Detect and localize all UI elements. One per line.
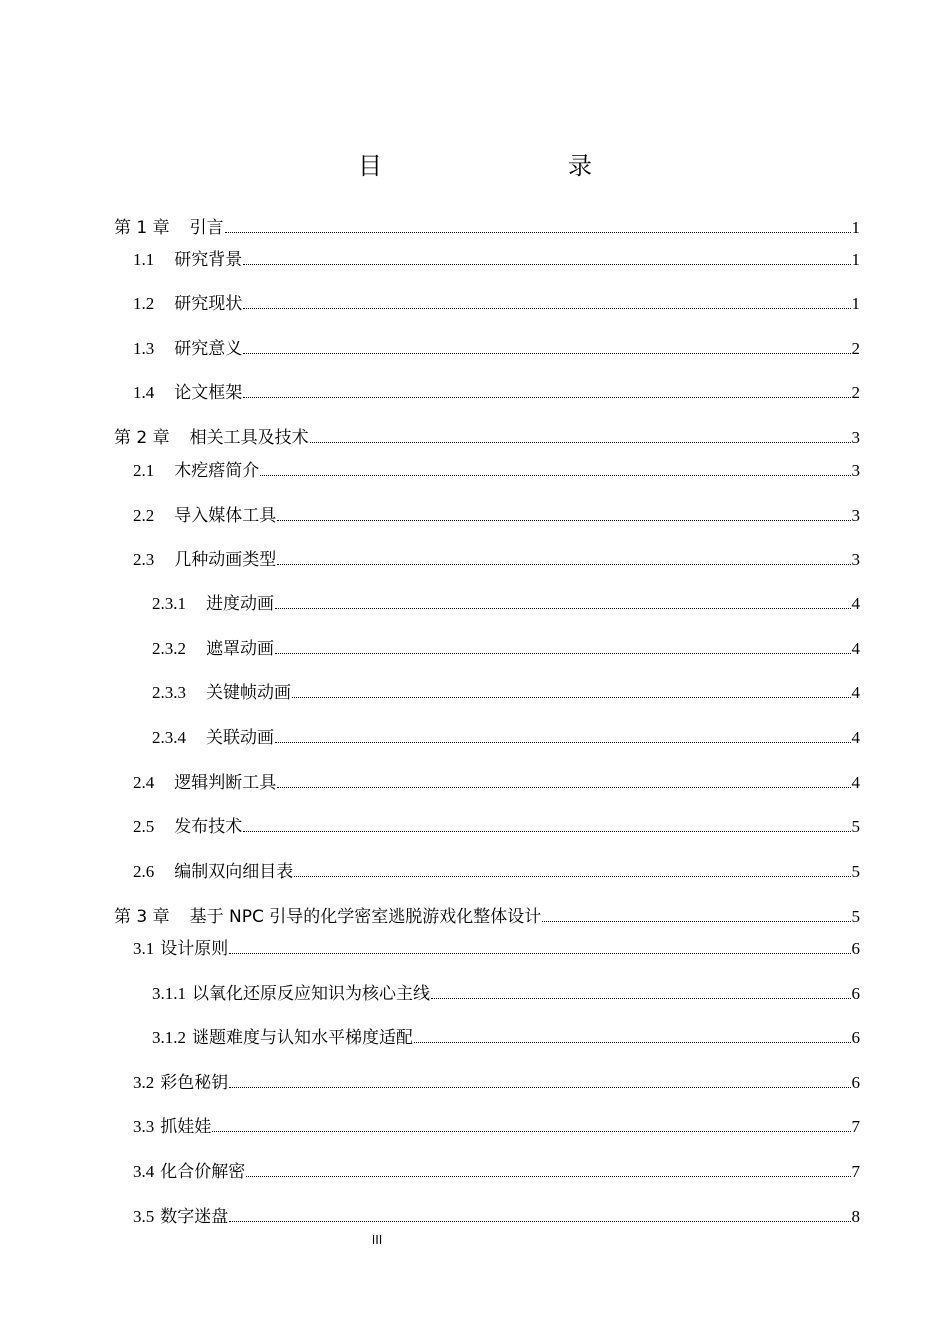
toc-entry-page: 8 xyxy=(851,1207,860,1226)
toc-entry-number: 2.3.2 xyxy=(152,639,186,658)
toc-entry-number: 3.5 xyxy=(133,1207,155,1226)
toc-entry-title: 木疙瘩简介 xyxy=(174,461,260,480)
toc-dot-leader xyxy=(277,520,850,521)
toc-entry[interactable] xyxy=(133,815,860,839)
toc-entry-page: 5 xyxy=(851,862,860,881)
toc-entry[interactable] xyxy=(133,292,860,316)
toc-entry-number: 2.1 xyxy=(133,461,155,480)
toc-entry-title: 抓娃娃 xyxy=(160,1117,212,1136)
toc-entry-number: 2.3.4 xyxy=(152,728,186,747)
toc-entry-page: 3 xyxy=(851,506,860,525)
toc-entry-title: 进度动画 xyxy=(206,594,274,613)
toc-entry-page: 6 xyxy=(851,1028,860,1047)
toc-entry-title: 关联动画 xyxy=(206,728,274,747)
toc-entry-number: 3.2 xyxy=(133,1073,155,1092)
toc-entry-title: 遮罩动画 xyxy=(206,639,274,658)
toc-entry-number: 3.1.2 xyxy=(152,1028,186,1047)
toc-entry-page: 4 xyxy=(851,728,860,747)
toc-entry-number: 第 2 章 xyxy=(114,428,170,448)
toc-entry-number: 2.5 xyxy=(133,817,155,836)
toc-entry-page: 4 xyxy=(851,639,860,658)
toc-entry-number: 1.2 xyxy=(133,294,155,313)
toc-entry-page: 6 xyxy=(851,1073,860,1092)
toc-entry[interactable] xyxy=(114,426,860,450)
toc-entry[interactable] xyxy=(152,982,860,1006)
toc-entry-number: 2.2 xyxy=(133,506,155,525)
toc-dot-leader xyxy=(275,608,851,609)
toc-entry-number: 2.6 xyxy=(133,862,155,881)
toc-entry-title: 设计原则 xyxy=(160,939,229,958)
toc-entry[interactable] xyxy=(114,905,860,929)
toc-dot-leader xyxy=(294,876,850,877)
toc-entry-page: 7 xyxy=(851,1162,860,1181)
toc-entry-title: 研究意义 xyxy=(174,339,243,358)
toc-entry[interactable] xyxy=(152,681,860,705)
toc-entry[interactable] xyxy=(114,216,860,240)
toc-entry-page: 1 xyxy=(851,294,860,313)
page-number: III xyxy=(371,1233,383,1247)
toc-entry-page: 1 xyxy=(851,218,860,237)
toc-entry-number: 2.4 xyxy=(133,773,155,792)
toc-entry-title: 化合价解密 xyxy=(160,1162,246,1181)
toc-dot-leader xyxy=(414,1042,851,1043)
toc-dot-leader xyxy=(542,921,850,922)
toc-entry-number: 3.4 xyxy=(133,1162,155,1181)
toc-entry[interactable] xyxy=(152,637,860,661)
toc-entry-page: 3 xyxy=(851,461,860,480)
toc-entry-number: 2.3.1 xyxy=(152,594,186,613)
toc-entry-page: 2 xyxy=(851,383,860,402)
toc-entry[interactable] xyxy=(133,771,860,795)
toc-entry[interactable] xyxy=(133,248,860,272)
toc-entry-title: 引言 xyxy=(189,218,224,238)
toc-entry-page: 6 xyxy=(851,939,860,958)
toc-entry[interactable] xyxy=(133,1115,860,1139)
toc-dot-leader xyxy=(243,831,850,832)
toc-entry-title: 研究现状 xyxy=(174,294,243,313)
toc-entry-title: 发布技术 xyxy=(174,817,243,836)
toc-dot-leader xyxy=(275,742,851,743)
toc-entry-title: 几种动画类型 xyxy=(174,550,277,569)
toc-entry[interactable] xyxy=(133,548,860,572)
toc-dot-leader xyxy=(229,1087,850,1088)
toc-dot-leader xyxy=(275,653,851,654)
toc-entry-page: 5 xyxy=(851,907,860,926)
toc-entry-title: 逻辑判断工具 xyxy=(174,773,277,792)
toc-entry[interactable] xyxy=(133,337,860,361)
toc-entry-number: 3.3 xyxy=(133,1117,155,1136)
toc-entry-title: 相关工具及技术 xyxy=(189,428,309,448)
toc-dot-leader xyxy=(260,475,850,476)
toc-entry-number: 2.3 xyxy=(133,550,155,569)
toc-dot-leader xyxy=(310,442,851,443)
toc-entry[interactable] xyxy=(133,504,860,528)
toc-dot-leader xyxy=(212,1131,850,1132)
toc-dot-leader xyxy=(246,1176,850,1177)
toc-dot-leader xyxy=(243,397,850,398)
toc-entry-page: 4 xyxy=(851,683,860,702)
toc-dot-leader xyxy=(292,697,851,698)
toc-entry-page: 3 xyxy=(851,428,860,447)
toc-entry-page: 1 xyxy=(851,250,860,269)
toc-dot-leader xyxy=(277,564,850,565)
toc-entry-page: 2 xyxy=(851,339,860,358)
toc-entry-title: 编制双向细目表 xyxy=(174,862,294,881)
toc-entry-title: 数字迷盘 xyxy=(160,1207,229,1226)
toc-entry[interactable] xyxy=(133,937,860,961)
toc-dot-leader xyxy=(243,308,850,309)
toc-entry-number: 1.3 xyxy=(133,339,155,358)
toc-dot-leader xyxy=(229,953,850,954)
toc-entry[interactable] xyxy=(133,1160,860,1184)
toc-entry[interactable] xyxy=(133,860,860,884)
toc-entry[interactable] xyxy=(133,1205,860,1229)
page-title: 目 录 xyxy=(358,152,638,180)
toc-entry-number: 第 3 章 xyxy=(114,907,170,927)
toc-dot-leader xyxy=(243,264,850,265)
toc-entry[interactable] xyxy=(133,381,860,405)
toc-entry-title: 论文框架 xyxy=(174,383,243,402)
toc-entry[interactable] xyxy=(133,459,860,483)
toc-entry-title: 以氧化还原反应知识为核心主线 xyxy=(192,984,430,1003)
toc-entry[interactable] xyxy=(152,592,860,616)
toc-entry-number: 第 1 章 xyxy=(114,218,170,238)
toc-entry-number: 1.1 xyxy=(133,250,155,269)
toc-entry-page: 4 xyxy=(851,594,860,613)
toc-entry[interactable] xyxy=(133,1071,860,1095)
toc-entry-title: 研究背景 xyxy=(174,250,243,269)
toc-entry-page: 4 xyxy=(851,773,860,792)
toc-entry-page: 5 xyxy=(851,817,860,836)
toc-entry-title: 谜题难度与认知水平梯度适配 xyxy=(192,1028,413,1047)
toc-dot-leader xyxy=(225,232,851,233)
toc-entry-page: 3 xyxy=(851,550,860,569)
toc-entry-page: 7 xyxy=(851,1117,860,1136)
toc-entry-title: 彩色秘钥 xyxy=(160,1073,229,1092)
toc-entry-number: 3.1.1 xyxy=(152,984,186,1003)
toc-entry-number: 1.4 xyxy=(133,383,155,402)
toc-dot-leader xyxy=(277,787,850,788)
toc-entry-title: 导入媒体工具 xyxy=(174,506,277,525)
toc-entry-page: 6 xyxy=(851,984,860,1003)
toc-dot-leader xyxy=(243,353,850,354)
toc-dot-leader xyxy=(431,998,851,999)
toc-entry[interactable] xyxy=(152,726,860,750)
toc-entry-number: 2.3.3 xyxy=(152,683,186,702)
toc-entry-number: 3.1 xyxy=(133,939,155,958)
toc-entry-title: 关键帧动画 xyxy=(206,683,291,702)
toc-dot-leader xyxy=(229,1221,850,1222)
toc-entry[interactable] xyxy=(152,1026,860,1050)
toc-entry-title: 基于 NPC 引导的化学密室逃脱游戏化整体设计 xyxy=(189,907,542,927)
